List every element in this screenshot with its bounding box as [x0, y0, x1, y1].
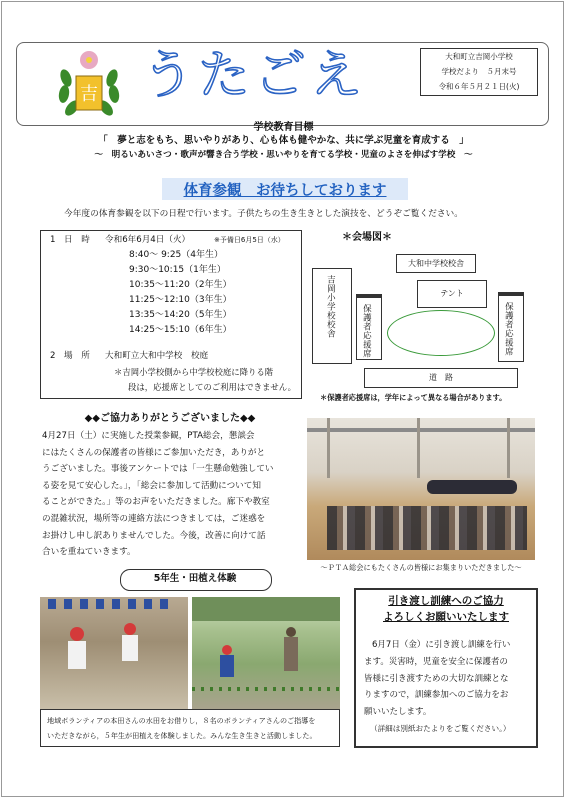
venue-title: ＊会場図＊	[342, 232, 392, 243]
handover-title-1: 引き渡し訓練へのご協力	[388, 595, 504, 607]
rice-photo-left	[40, 597, 188, 709]
motto-sub: ～ 明るいあいさつ・歌声が響き合う学校・思いやりを育てる学校・児童のよさを伸ばす学校 ～	[94, 150, 473, 160]
thanks-line: お掛けし申し訳ありませんでした。今後，改善に向けて話	[42, 530, 266, 541]
place-value: 大和町立大和中学校 校庭	[105, 351, 209, 361]
date-note: ※予備日6月5日（水）	[214, 236, 285, 244]
thanks-line: ることができた。」等のお声をいただきました。廊下や教室	[42, 497, 270, 508]
thanks-line: 4月27日（土）に実施した授業参観，PTA総会，懇談会	[42, 431, 255, 441]
handover-line: ます。災害時，児童を安全に保護者の	[364, 656, 508, 667]
venue-guardian-right	[498, 292, 524, 362]
thanks-heading: ◆◆ご協力ありがとうございました◆◆	[84, 413, 256, 424]
rice-heading: 5年生・田植え体験	[153, 573, 237, 584]
svg-text:吉: 吉	[80, 84, 98, 105]
venue-guardian-left	[356, 294, 382, 360]
issue-info-box	[420, 48, 538, 96]
handover-line: りますので，訓練参加へのご協力をお	[364, 690, 509, 701]
rice-photo-right	[192, 597, 340, 709]
venue-tent: テント	[417, 280, 487, 308]
handover-title-2: よろしくお願いいたします	[383, 611, 509, 623]
school-emblem-icon	[54, 48, 124, 122]
schedule-slot-5: 13:35～14:20（5年生）	[129, 310, 232, 320]
date-value: 令和6年6月4日（火）	[105, 235, 191, 245]
handover-line: 皆様に引き渡すための大切な訓練とな	[364, 673, 509, 684]
place-note-2: 段は，応援席としてのご利用はできません。	[128, 382, 297, 392]
thanks-line: うございました。事後アンケートでは「一生懸命勉強してい	[42, 464, 274, 475]
thanks-body	[42, 428, 274, 561]
thanks-line: の混雑状況，場所等の連絡方法につきましては，ご迷惑を	[42, 513, 266, 524]
handover-line: 6月7日（金）に引き渡し訓練を行い	[372, 640, 511, 650]
sports-intro: 今年度の体育参観を以下の日程で行います。子供たちの生き生きとした演技を、どうぞご覧ください。	[64, 209, 463, 219]
venue-left-label: 吉岡小学校校舎	[325, 275, 336, 338]
venue-left-building	[312, 268, 352, 364]
sports-heading: 体育参観 お待ちしております	[183, 183, 387, 199]
place-note-1: ＊吉岡小学校側から中学校校庭に降りる階	[114, 367, 274, 377]
handover-line: 願いいたします。	[364, 707, 432, 718]
handover-detail: （詳細は別紙おたよりをご覧ください。）	[370, 724, 511, 733]
motto-label: 学校教育目標	[253, 122, 314, 133]
schedule-slot-4: 11:25～12:10（3年生）	[129, 295, 232, 305]
newsletter-page	[1, 1, 564, 797]
thanks-line: にはたくさんの保護者の皆様にご参加いただき，ありがと	[42, 447, 266, 458]
schedule-slot-6: 14:25～15:10（6年生）	[129, 325, 232, 335]
handover-body	[364, 637, 510, 721]
rice-caption-line: いただきながら，５年生が田植えを体験しました。みんな生き生きと活動しました。	[47, 731, 317, 740]
thanks-line: る姿を見て安心した。」，「総会に参加して活動について知	[42, 480, 261, 491]
rice-caption-box	[40, 709, 340, 747]
venue-guardian-left-label: 保護者応援席	[361, 304, 372, 358]
motto-main: 「 夢と志をもち、思いやりがあり、心も体も健やかな、共に学ぶ児童を育成する 」	[98, 135, 469, 146]
newsletter-title: うたごえ	[142, 46, 367, 106]
schedule-slot-1: 8:40～ 9:25（4年生）	[129, 250, 224, 260]
schedule-slot-2: 9:30～10:15（1年生）	[129, 265, 226, 275]
pta-meeting-photo	[307, 418, 535, 560]
venue-note: ＊保護者応援席は，学年によって異なる場合があります。	[320, 393, 507, 402]
venue-field	[387, 310, 495, 356]
rice-caption-line: 地域ボランティアの本田さんの水田をお借りし，８名のボランティアさんのご指導を	[47, 716, 316, 725]
place-label: 2 場 所	[50, 351, 90, 361]
pta-photo-caption: ～ＰＴＡ総会にもたくさんの皆様にお集まりいただきました～	[320, 563, 522, 572]
school-name: 大和町立吉岡小学校	[445, 52, 513, 61]
venue-road: 道 路	[364, 368, 518, 388]
venue-guardian-right-label: 保護者応援席	[503, 302, 514, 356]
issue-label: 学校だより ５月末号	[441, 67, 517, 76]
issue-date: 令和６年５月２１日(火)	[438, 82, 520, 91]
date-label: 1 日 時	[50, 235, 90, 245]
thanks-line: 合いを重ねていきます。	[42, 547, 136, 558]
venue-school-building: 大和中学校校舎	[396, 254, 476, 273]
schedule-slot-3: 10:35～11:20（2年生）	[129, 280, 232, 290]
